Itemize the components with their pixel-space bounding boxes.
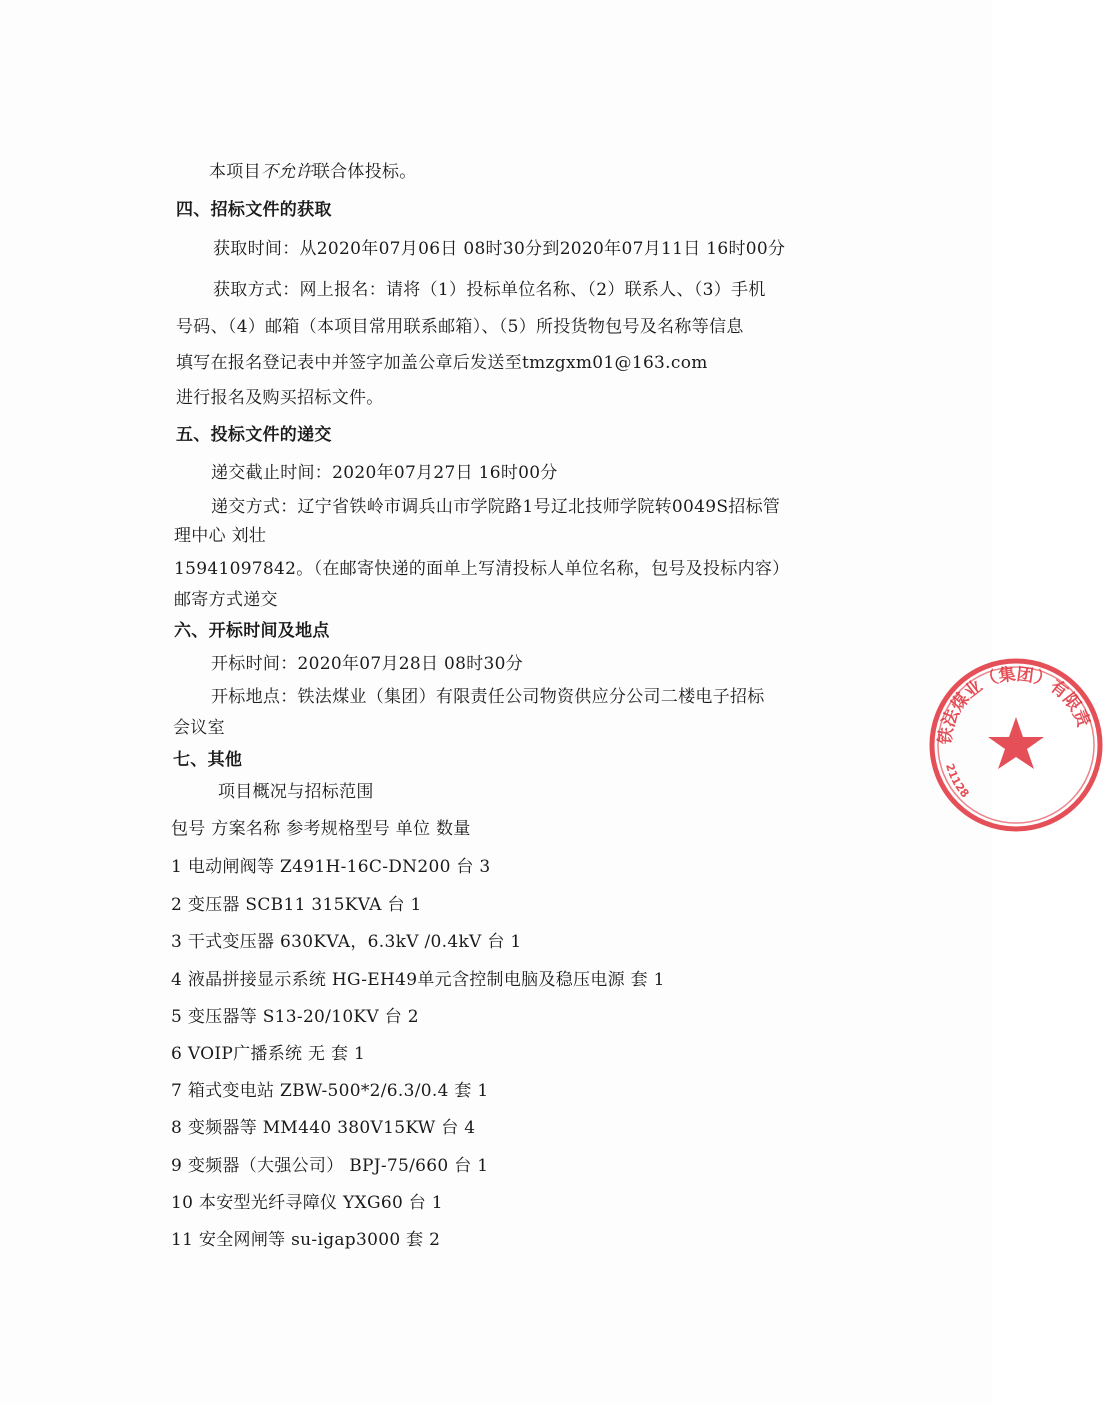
section-6-heading: 六、开标时间及地点 bbox=[174, 621, 330, 641]
item-row: 8 变频器等 MM440 380V15KW 台 4 bbox=[171, 1118, 476, 1138]
submit-method: 递交方式：辽宁省铁岭市调兵山市学院路1号辽北技师学院转0049S招标管 bbox=[211, 497, 781, 517]
section-4-heading: 四、招标文件的获取 bbox=[176, 200, 332, 220]
obtain-time: 获取时间：从2020年07月06日 08时30分到2020年07月11日 16时00分 bbox=[213, 239, 786, 259]
joint-bid-not-allowed: 不允许 bbox=[260, 162, 313, 182]
item-table-header: 包号 方案名称 参考规格型号 单位 数量 bbox=[171, 819, 471, 839]
company-seal-icon bbox=[926, 655, 1106, 835]
obtain-method-end: 进行报名及购买招标文件。 bbox=[176, 388, 384, 408]
item-row: 4 液晶拼接显示系统 HG-EH49单元含控制电脑及稳压电源 套 1 bbox=[171, 970, 665, 990]
section-7-heading: 七、其他 bbox=[173, 750, 243, 770]
open-place-cont: 会议室 bbox=[173, 718, 225, 738]
open-place: 开标地点：铁法煤业（集团）有限责任公司物资供应分公司二楼电子招标 bbox=[211, 687, 765, 707]
open-time: 开标时间：2020年07月28日 08时30分 bbox=[211, 654, 524, 674]
item-row: 9 变频器（大强公司） BPJ-75/660 台 1 bbox=[171, 1156, 489, 1176]
obtain-method-cont: 号码、（4）邮箱（本项目常用联系邮箱）、（5）所投货物包号及名称等信息 bbox=[176, 317, 744, 337]
project-overview: 项目概况与招标范围 bbox=[218, 782, 374, 802]
joint-bid-suffix: 联合体投标。 bbox=[312, 162, 417, 182]
submit-deadline: 递交截止时间：2020年07月27日 16时00分 bbox=[211, 463, 558, 483]
obtain-method: 获取方式：网上报名：请将（1）投标单位名称、（2）联系人、（3）手机 bbox=[213, 280, 766, 300]
item-row: 5 变压器等 S13-20/10KV 台 2 bbox=[171, 1007, 419, 1027]
obtain-method-email: 填写在报名登记表中并签字加盖公章后发送至tmzgxm01@163.com bbox=[176, 353, 708, 373]
submit-method-cont: 理中心 刘壮 bbox=[174, 526, 267, 546]
joint-bid-prefix: 本项目 bbox=[209, 162, 261, 182]
submit-phone: 15941097842。（在邮寄快递的面单上写清投标人单位名称，包号及投标内容） bbox=[174, 559, 790, 579]
seal-text-bottom: 21128 bbox=[943, 762, 972, 801]
section-5-heading: 五、投标文件的递交 bbox=[176, 425, 332, 445]
item-row: 11 安全网闸等 su-igap3000 套 2 bbox=[171, 1230, 441, 1250]
joint-bid-line bbox=[209, 161, 417, 183]
item-row: 2 变压器 SCB11 315KVA 台 1 bbox=[171, 895, 422, 915]
item-row: 3 干式变压器 630KVA，6.3kV /0.4kV 台 1 bbox=[171, 932, 522, 952]
item-row: 6 VOIP广播系统 无 套 1 bbox=[171, 1044, 366, 1064]
seal-text-top: 铁法煤业（集团）有限责 bbox=[935, 664, 1094, 746]
submit-mail: 邮寄方式递交 bbox=[174, 590, 278, 610]
item-row: 7 箱式变电站 ZBW-500*2/6.3/0.4 套 1 bbox=[171, 1081, 489, 1101]
item-row: 1 电动闸阀等 Z491H-16C-DN200 台 3 bbox=[171, 857, 491, 877]
item-row: 10 本安型光纤寻障仪 YXG60 台 1 bbox=[171, 1193, 443, 1213]
